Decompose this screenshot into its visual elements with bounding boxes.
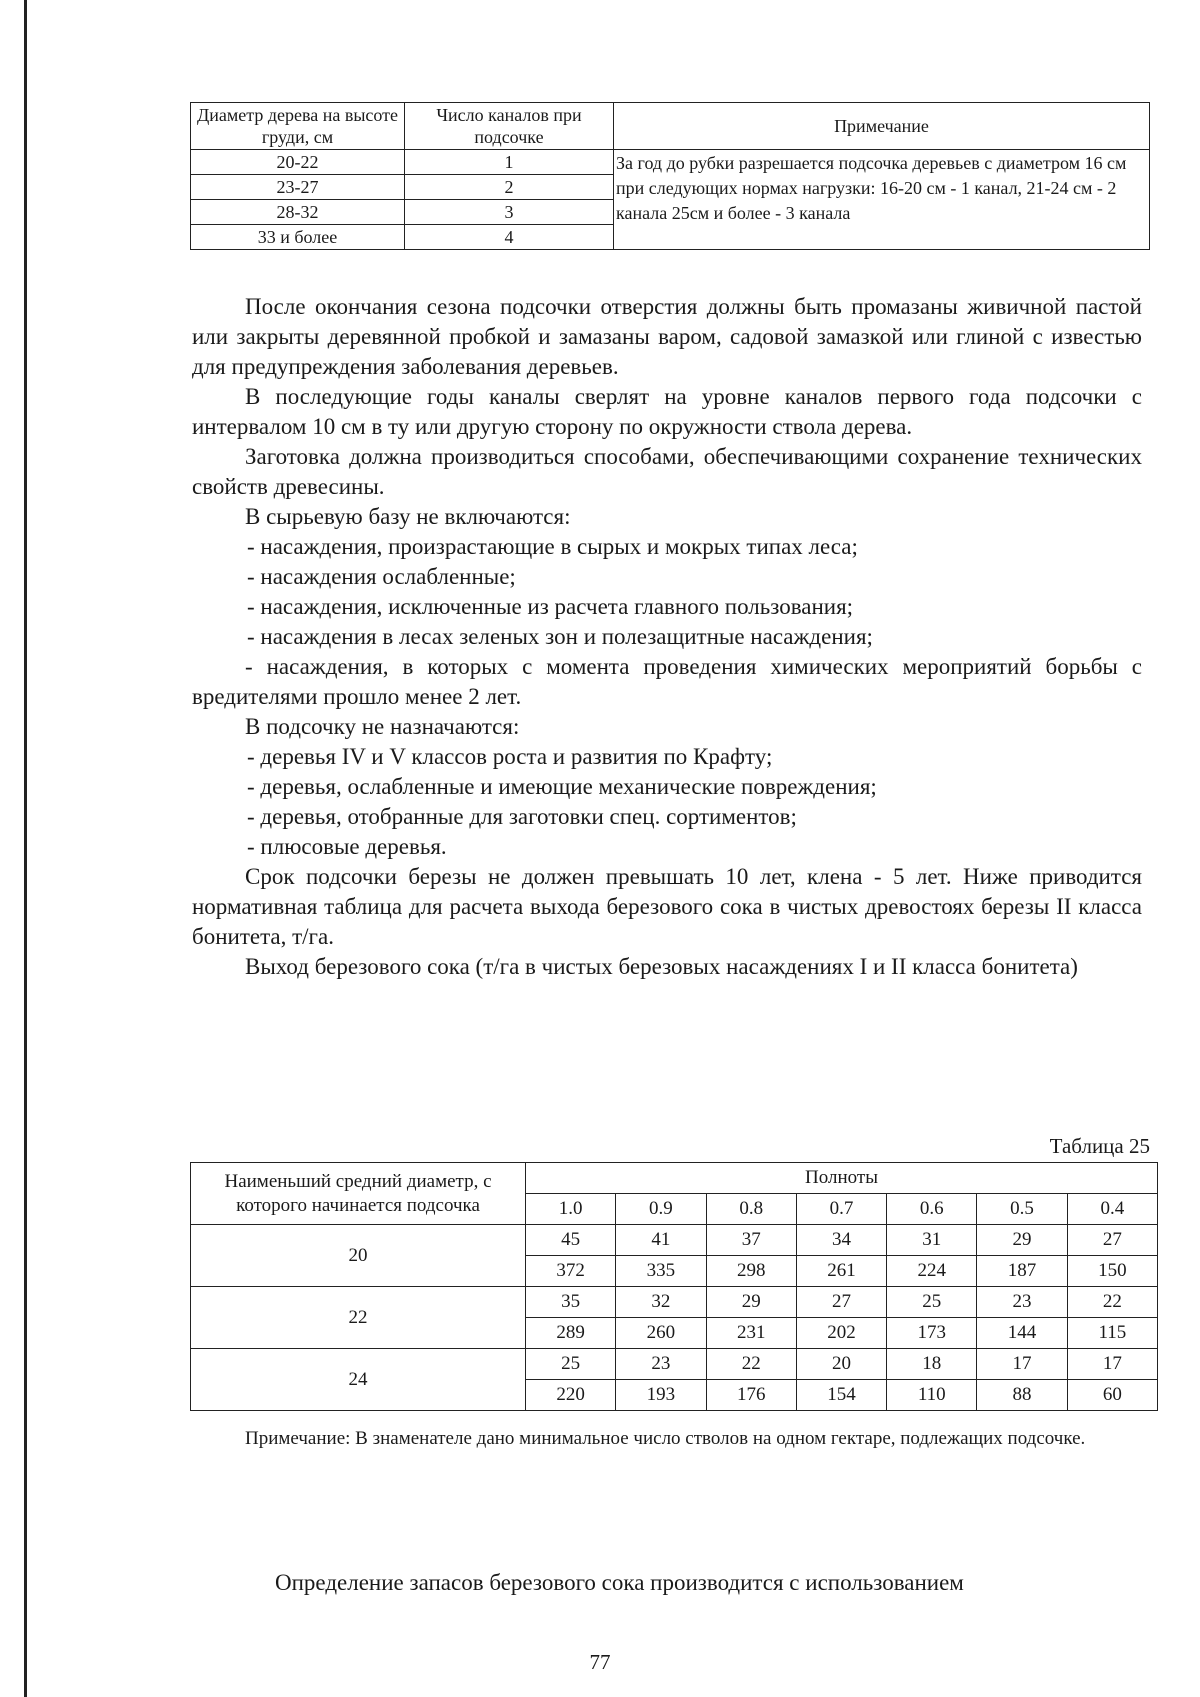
yield-cell: 41	[616, 1225, 706, 1256]
channels-table	[190, 102, 1150, 250]
stem-count-cell: 289	[526, 1318, 616, 1349]
list-item: - плюсовые деревья.	[247, 834, 447, 859]
stem-count-cell: 88	[977, 1380, 1067, 1411]
channels-cell: 2	[405, 175, 614, 200]
yield-cell: 27	[796, 1287, 886, 1318]
scan-edge-line	[24, 0, 27, 1697]
table-header-row	[191, 103, 1150, 150]
table-row	[191, 150, 1150, 175]
diameter-cell: 33 и более	[191, 225, 405, 250]
density-header: 0.5	[977, 1194, 1067, 1225]
table-row	[191, 1225, 1158, 1256]
stem-count-cell: 176	[706, 1380, 796, 1411]
channels-cell: 3	[405, 200, 614, 225]
header-channels: Число каналов при подсочке	[405, 103, 614, 150]
stem-count-cell: 150	[1067, 1256, 1157, 1287]
list-item: - насаждения, исключенные из расчета главного пользования;	[247, 594, 854, 619]
density-header: 0.7	[796, 1194, 886, 1225]
yield-cell: 45	[526, 1225, 616, 1256]
list-item: - насаждения в лесах зеленых зон и полезащитные насаждения;	[247, 624, 873, 649]
paragraph: В сырьевую базу не включаются:	[245, 504, 571, 529]
final-paragraph: Определение запасов березового сока производится с использованием	[275, 1570, 964, 1595]
yield-cell: 35	[526, 1287, 616, 1318]
list-item: - насаждения, произрастающие в сырых и мокрых типах леса;	[247, 534, 858, 559]
table-header-row	[191, 1163, 1158, 1194]
density-header: 0.6	[887, 1194, 977, 1225]
stem-count-cell: 335	[616, 1256, 706, 1287]
yield-cell: 22	[1067, 1287, 1157, 1318]
density-header: 1.0	[526, 1194, 616, 1225]
stem-count-cell: 187	[977, 1256, 1067, 1287]
stem-count-cell: 173	[887, 1318, 977, 1349]
stem-count-cell: 110	[887, 1380, 977, 1411]
paragraph: - насаждения, в которых с момента проведения химических мероприятий борьбы с вредителями прошло менее 2 лет.	[192, 654, 1142, 709]
yield-cell: 31	[887, 1225, 977, 1256]
density-header: 0.8	[706, 1194, 796, 1225]
yield-cell: 23	[616, 1349, 706, 1380]
diameter-cell: 20-22	[191, 150, 405, 175]
yield-cell: 18	[887, 1349, 977, 1380]
yield-cell: 23	[977, 1287, 1067, 1318]
stem-count-cell: 298	[706, 1256, 796, 1287]
density-header: 0.4	[1067, 1194, 1157, 1225]
channels-cell: 4	[405, 225, 614, 250]
sap-yield-table	[190, 1162, 1158, 1411]
table-label: Таблица 25	[1049, 1134, 1150, 1158]
diameter-cell: 23-27	[191, 175, 405, 200]
header-min-diameter: Наименьший средний диаметр, с которого начинается подсочка	[191, 1163, 526, 1225]
header-diameter: Диаметр дерева на высоте груди, см	[191, 103, 405, 150]
header-note: Примечание	[614, 103, 1150, 150]
yield-cell: 17	[977, 1349, 1067, 1380]
yield-cell: 32	[616, 1287, 706, 1318]
stem-count-cell: 261	[796, 1256, 886, 1287]
list-item: - насаждения ослабленные;	[247, 564, 516, 589]
note-cell: За год до рубки разрешается подсочка деревьев с диаметром 16 см при следующих нормах нагрузки: 16-20 см - 1 канал, 21-24 см - 2 канала 25см и более - 3 канала	[614, 150, 1150, 250]
paragraph: В подсочку не назначаются:	[245, 714, 520, 739]
paragraph: После окончания сезона подсочки отверстия должны быть промазаны живичной пастой или закрыты деревянной пробкой и замазаны варом, садовой замазкой или глиной с известью для предупреждения заболевания деревьев.	[192, 294, 1142, 379]
yield-cell: 17	[1067, 1349, 1157, 1380]
stem-count-cell: 154	[796, 1380, 886, 1411]
yield-cell: 22	[706, 1349, 796, 1380]
body-text	[192, 292, 1142, 982]
diameter-cell: 22	[191, 1287, 526, 1349]
stem-count-cell: 224	[887, 1256, 977, 1287]
stem-count-cell: 193	[616, 1380, 706, 1411]
yield-cell: 29	[977, 1225, 1067, 1256]
diameter-cell: 28-32	[191, 200, 405, 225]
yield-cell: 29	[706, 1287, 796, 1318]
stem-count-cell: 115	[1067, 1318, 1157, 1349]
stem-count-cell: 220	[526, 1380, 616, 1411]
stem-count-cell: 202	[796, 1318, 886, 1349]
stem-count-cell: 260	[616, 1318, 706, 1349]
channels-cell: 1	[405, 150, 614, 175]
stem-count-cell: 144	[977, 1318, 1067, 1349]
yield-cell: 34	[796, 1225, 886, 1256]
list-item: - деревья, ослабленные и имеющие механические повреждения;	[247, 774, 877, 799]
page-number: 77	[589, 1650, 611, 1674]
diameter-cell: 24	[191, 1349, 526, 1411]
list-item: - деревья IV и V классов роста и развития по Крафту;	[247, 744, 773, 769]
table-note	[192, 1425, 1147, 1452]
table-caption: Выход березового сока (т/га в чистых березовых насаждениях I и II класса бонитета)	[245, 954, 1078, 979]
yield-cell: 20	[796, 1349, 886, 1380]
diameter-cell: 20	[191, 1225, 526, 1287]
yield-cell: 37	[706, 1225, 796, 1256]
paragraph: В последующие годы каналы сверлят на уровне каналов первого года подсочки с интервалом 10 см в ту или другую сторону по окружности ствола дерева.	[192, 384, 1142, 439]
stem-count-cell: 60	[1067, 1380, 1157, 1411]
header-density-group: Полноты	[526, 1163, 1158, 1194]
paragraph: Заготовка должна производиться способами, обеспечивающими сохранение технических свойств древесины.	[192, 444, 1142, 499]
paragraph: Срок подсочки березы не должен превышать 10 лет, клена - 5 лет. Ниже приводится нормативная таблица для расчета выхода березового сока в чистых древостоях березы II класса бонитета, т/га.	[192, 864, 1142, 949]
density-header: 0.9	[616, 1194, 706, 1225]
yield-cell: 25	[887, 1287, 977, 1318]
yield-cell: 27	[1067, 1225, 1157, 1256]
table-row	[191, 1287, 1158, 1318]
stem-count-cell: 372	[526, 1256, 616, 1287]
stem-count-cell: 231	[706, 1318, 796, 1349]
yield-cell: 25	[526, 1349, 616, 1380]
table-note-text: Примечание: В знаменателе дано минимальное число стволов на одном гектаре, подлежащих подсочке.	[245, 1428, 1086, 1449]
table-row	[191, 1349, 1158, 1380]
list-item: - деревья, отобранные для заготовки спец. сортиментов;	[247, 804, 797, 829]
